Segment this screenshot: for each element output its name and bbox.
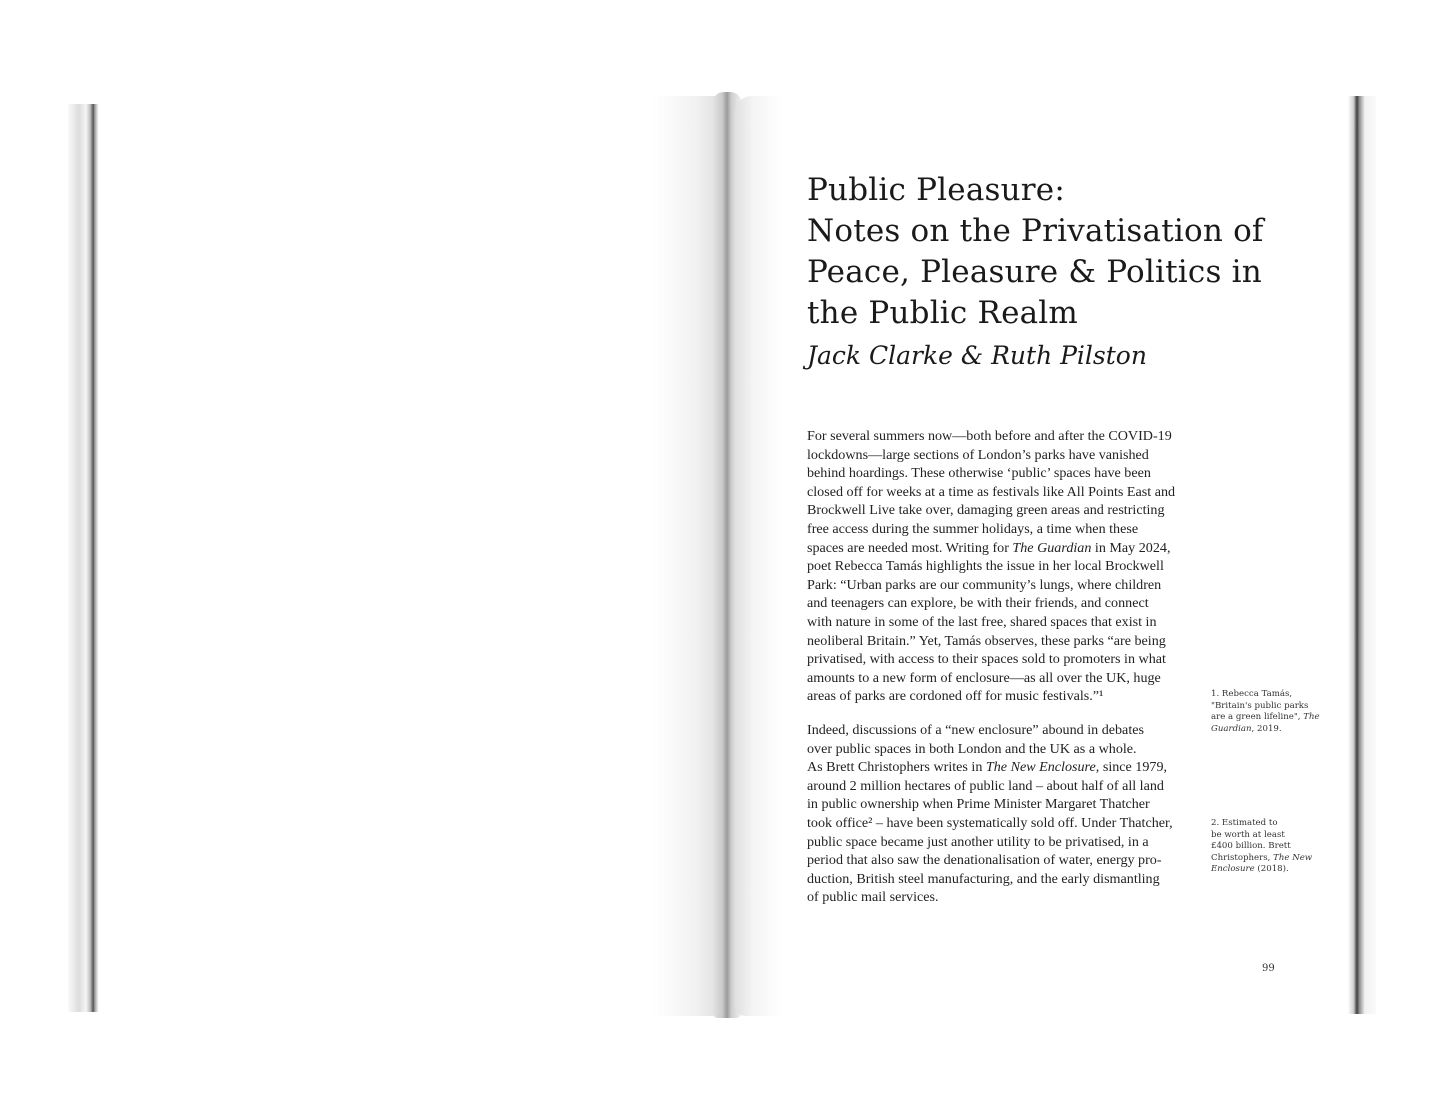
text-line: amounts to a new form of enclosure—as all over the UK, huge [807,669,1161,686]
footnote-line: Guardian, 2019. [1211,723,1282,734]
footnote-line: £400 billion. Brett [1211,841,1291,852]
article-authors: Jack Clarke & Ruth Pilston [807,341,1147,370]
text-line: public space became just another utility to be privatised, in a [807,833,1149,850]
text-line: and teenagers can explore, be with their friends, and connect [807,595,1149,612]
text-line: Park: “Urban parks are our community’s lungs, where children [807,576,1162,593]
footnote-line: "Britain's public parks [1211,700,1309,711]
text-line: Indeed, discussions of a “new enclosure” abound in debates [807,722,1144,738]
body-paragraph-1 [807,427,1199,706]
article-title [807,170,1277,334]
text-line: poet Rebecca Tamás highlights the issue in her local Brockwell [807,558,1164,575]
text-line: For several summers now—both before and after the COVID-19 [807,428,1172,444]
text-line: closed off for weeks at a time as festivals like All Points East and [807,483,1176,500]
text-line: privatised, with access to their spaces sold to promoters in what [807,651,1166,668]
text-line: around 2 million hectares of public land – about half of all land [807,777,1164,794]
footnote-line: Christophers, The New [1211,852,1313,863]
footnote-line: be worth at least [1211,829,1285,840]
title-line: Peace, Pleasure & Politics in [807,254,1262,290]
text-line: took office² – have been systematically sold off. Under Thatcher, [807,814,1173,831]
text-line: As Brett Christophers writes in The New Enclosure, since 1979, [807,759,1168,776]
text-line: of public mail services. [807,889,939,906]
footnote-1 [1211,689,1326,735]
footnote-line: Enclosure (2018). [1211,864,1289,875]
title-line: Notes on the Privatisation of [807,213,1264,249]
text-line: free access during the summer holidays, a time when these [807,520,1139,537]
text-line: neoliberal Britain.” Yet, Tamás observes, these parks “are being [807,632,1166,649]
footnote-line: are a green lifeline", The [1211,712,1320,723]
text-line: areas of parks are cordoned off for music festivals.”¹ [807,688,1104,705]
page-number: 99 [1262,963,1275,974]
title-line: the Public Realm [807,295,1079,331]
right-page-edges [1348,96,1376,1014]
text-line: spaces are needed most. Writing for The Guardian in May 2024, [807,539,1171,556]
title-line: Public Pleasure: [807,172,1065,208]
text-line: Brockwell Live take over, damaging green areas and restricting [807,502,1165,519]
text-line: over public spaces in both London and the UK as a whole. [807,740,1137,757]
footnote-line: 2. Estimated to [1211,818,1278,828]
footnote-2 [1211,818,1326,876]
left-page [100,96,728,1016]
text-line: behind hoardings. These otherwise ‘public’ spaces have been [807,465,1151,482]
footnote-line: 1. Rebecca Tamás, [1211,689,1293,699]
text-line: duction, British steel manufacturing, and the early dismantling [807,870,1160,887]
text-line: lockdowns—large sections of London’s parks have vanished [807,446,1149,463]
text-line: with nature in some of the last free, shared spaces that exist in [807,613,1157,630]
text-line: in public ownership when Prime Minister Margaret Thatcher [807,796,1150,813]
text-line: period that also saw the denationalisation of water, energy pro- [807,852,1162,869]
left-page-edges [68,104,104,1012]
body-paragraph-2 [807,721,1199,907]
